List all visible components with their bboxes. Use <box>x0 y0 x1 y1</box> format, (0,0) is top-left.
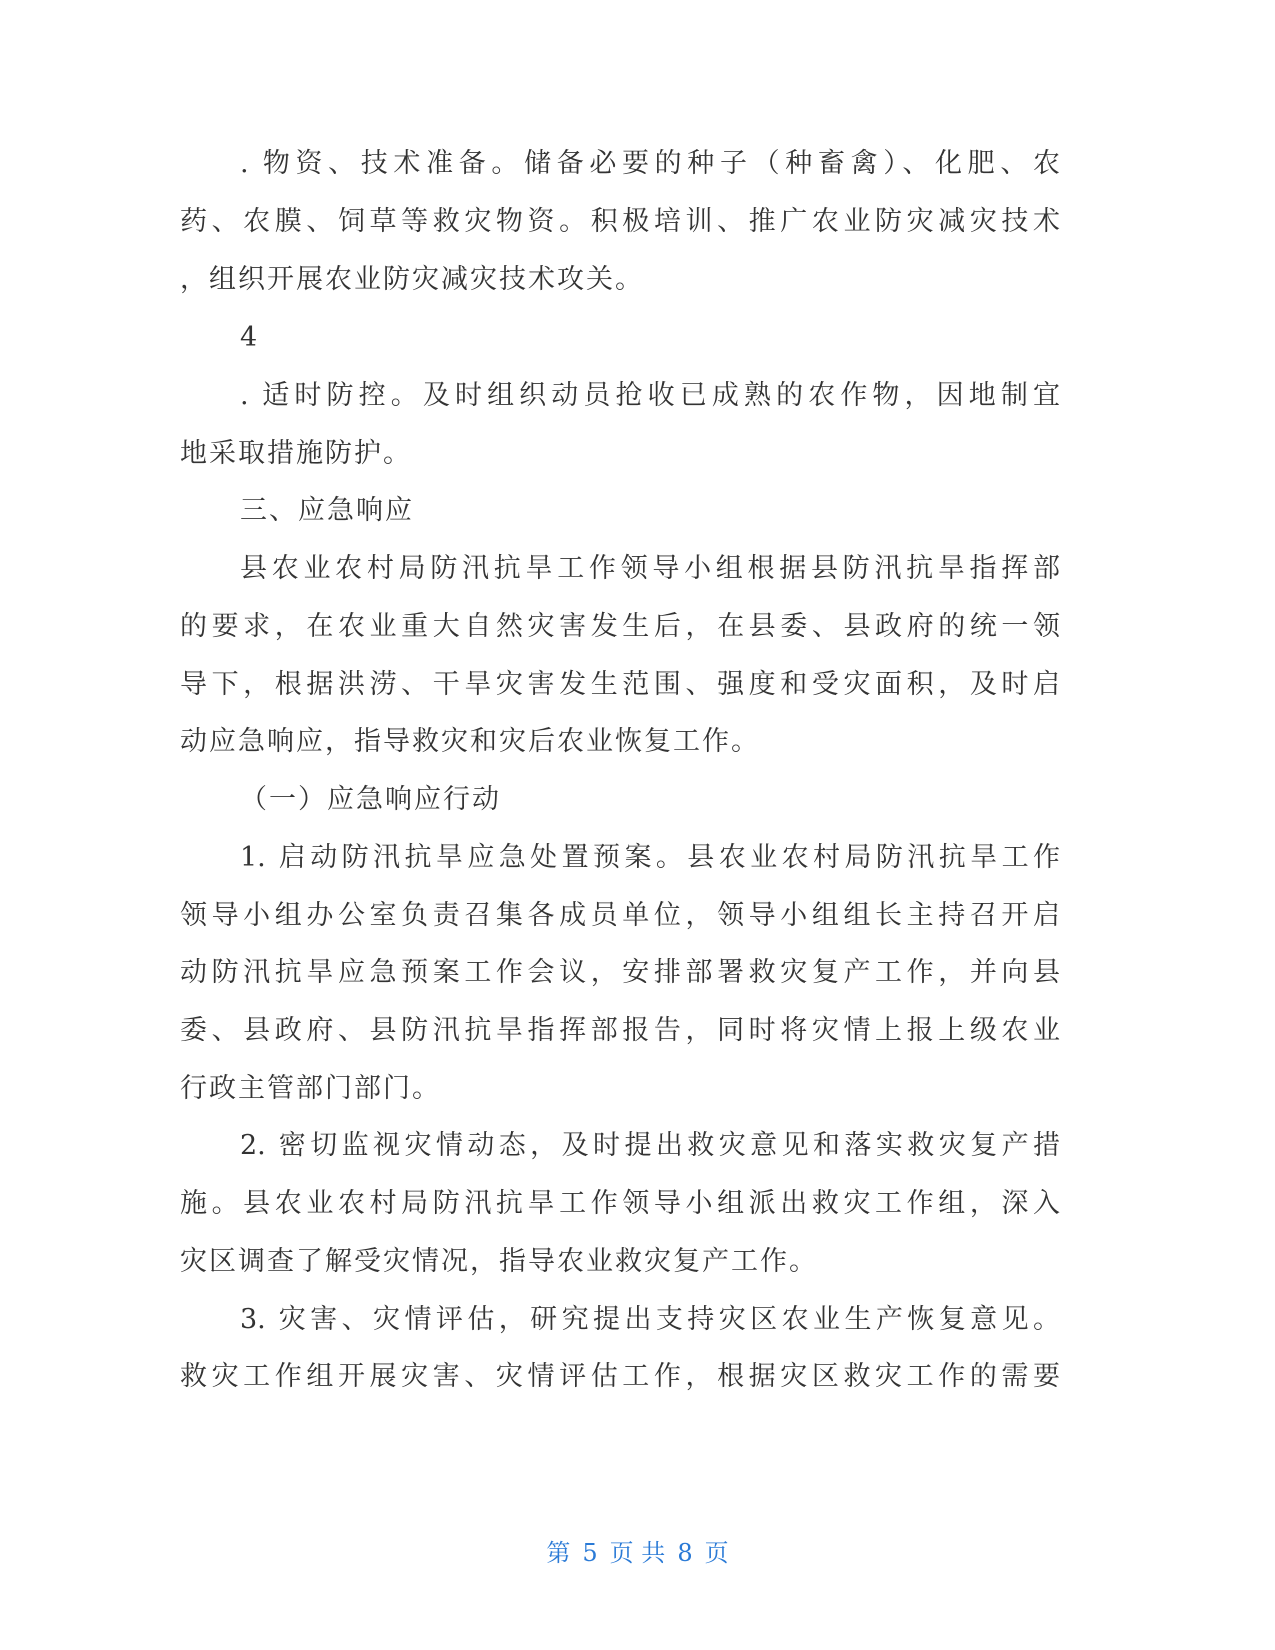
section-heading: 三、应急响应 <box>240 495 414 526</box>
paragraph-line: 2. 密切监视灾情动态，及时提出救灾意见和落实救灾复产措 <box>240 1130 1060 1161</box>
footer-prefix: 第 <box>546 1539 571 1567</box>
paragraph-line: 3. 灾害、灾情评估，研究提出支持灾区农业生产恢复意见。 <box>240 1304 1060 1335</box>
paragraph-line: 领导小组办公室负责召集各成员单位，领导小组组长主持召开启 <box>180 900 1060 931</box>
page-number-footer <box>0 1538 1275 1568</box>
paragraph-line: 灾区调查了解受灾情况，指导农业救灾复产工作。 <box>180 1246 818 1277</box>
paragraph-line: 动应急响应，指导救灾和灾后农业恢复工作。 <box>180 726 760 757</box>
total-page-count: 8 <box>677 1539 693 1567</box>
paragraph-line: 行政主管部门部门。 <box>180 1073 441 1104</box>
subsection-heading: （一）应急响应行动 <box>240 784 501 815</box>
paragraph-line: 救灾工作组开展灾害、灾情评估工作，根据灾区救灾工作的需要 <box>180 1361 1060 1392</box>
paragraph-line: 县农业农村局防汛抗旱工作领导小组根据县防汛抗旱指挥部 <box>240 553 1060 584</box>
paragraph-line: 的要求，在农业重大自然灾害发生后，在县委、县政府的统一领 <box>180 611 1060 642</box>
paragraph-line: 1. 启动防汛抗旱应急处置预案。县农业农村局防汛抗旱工作 <box>240 842 1060 873</box>
list-number: 4 <box>240 322 260 353</box>
paragraph-line: 导下，根据洪涝、干旱灾害发生范围、强度和受灾面积，及时启 <box>180 669 1060 700</box>
paragraph-line: . 适时防控。及时组织动员抢收已成熟的农作物，因地制宜 <box>240 380 1060 411</box>
footer-suffix: 页 <box>704 1539 729 1567</box>
current-page-number: 5 <box>582 1539 598 1567</box>
paragraph-line: 动防汛抗旱应急预案工作会议，安排部署救灾复产工作，并向县 <box>180 957 1060 988</box>
paragraph-line: 药、农膜、饲草等救灾物资。积极培训、推广农业防灾减灾技术 <box>180 206 1060 237</box>
paragraph-line: . 物资、技术准备。储备必要的种子（种畜禽）、化肥、农 <box>240 148 1060 179</box>
footer-mid: 页 共 <box>609 1539 666 1567</box>
paragraph-line: ，组织开展农业防灾减灾技术攻关。 <box>180 264 644 295</box>
paragraph-line: 委、县政府、县防汛抗旱指挥部报告，同时将灾情上报上级农业 <box>180 1015 1060 1046</box>
paragraph-line: 地采取措施防护。 <box>180 438 412 469</box>
paragraph-line: 施。县农业农村局防汛抗旱工作领导小组派出救灾工作组，深入 <box>180 1188 1060 1219</box>
